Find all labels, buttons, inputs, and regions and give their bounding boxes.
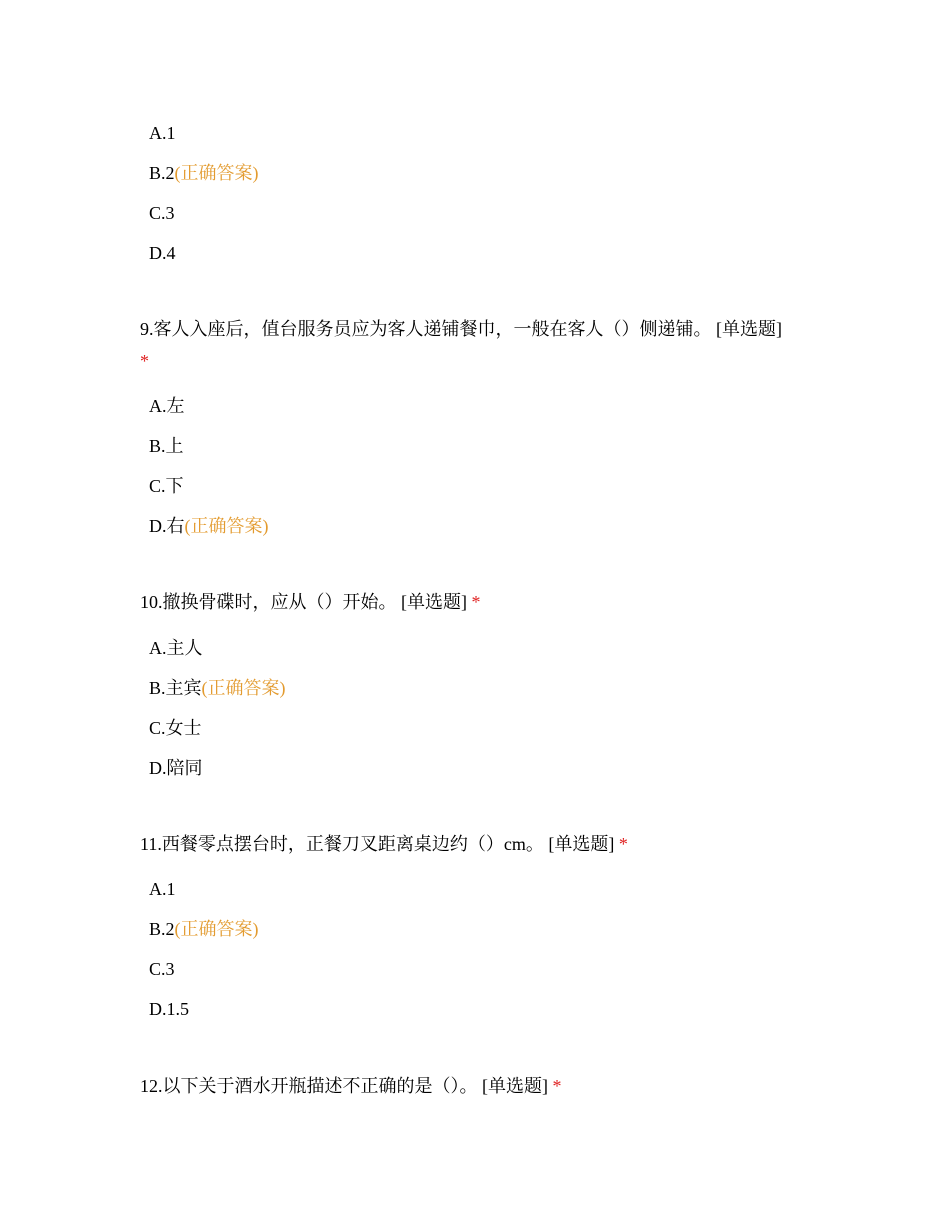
question-type-label: [单选题]: [548, 834, 615, 854]
question-type-label: [单选题]: [401, 592, 467, 612]
correct-answer-label: (正确答案): [174, 919, 259, 939]
option-8-b[interactable]: B.2(正确答案): [149, 163, 259, 183]
option-10-c[interactable]: C.女士: [149, 718, 202, 738]
option-9-c[interactable]: C.下: [149, 476, 184, 496]
correct-answer-label: (正确答案): [174, 163, 259, 183]
option-9-d[interactable]: D.右(正确答案): [149, 516, 269, 536]
correct-answer-label: (正确答案): [184, 516, 269, 536]
option-10-b[interactable]: B.主宾(正确答案): [149, 678, 286, 698]
question-11-title: 11.西餐零点摆台时，正餐刀叉距离桌边约（）cm。 [单选题] *: [140, 834, 628, 854]
option-8-a[interactable]: A.1: [149, 123, 176, 143]
option-11-a[interactable]: A.1: [149, 879, 176, 899]
required-mark: *: [552, 1076, 562, 1096]
option-11-d[interactable]: D.1.5: [149, 999, 189, 1019]
question-10-title: 10.撤换骨碟时，应从（）开始。 [单选题] *: [140, 592, 481, 612]
correct-answer-label: (正确答案): [201, 678, 286, 698]
option-11-c[interactable]: C.3: [149, 959, 175, 979]
required-mark: *: [618, 834, 628, 854]
question-12-title: 12.以下关于酒水开瓶描述不正确的是（）。 [单选题] *: [140, 1076, 562, 1096]
option-11-b[interactable]: B.2(正确答案): [149, 919, 259, 939]
option-10-a[interactable]: A.主人: [149, 638, 203, 658]
option-9-a[interactable]: A.左: [149, 396, 185, 416]
option-8-d[interactable]: D.4: [149, 243, 176, 263]
required-mark: *: [471, 592, 481, 612]
question-type-label: [单选题]: [482, 1076, 548, 1096]
required-mark: *: [140, 351, 149, 371]
question-type-label: [单选题]: [716, 319, 782, 339]
option-9-b[interactable]: B.上: [149, 436, 184, 456]
question-9-title: 9.客人入座后，值台服务员应为客人递铺餐巾，一般在客人（）侧递铺。 [单选题]: [140, 319, 782, 339]
option-10-d[interactable]: D.陪同: [149, 758, 203, 778]
option-8-c[interactable]: C.3: [149, 203, 175, 223]
